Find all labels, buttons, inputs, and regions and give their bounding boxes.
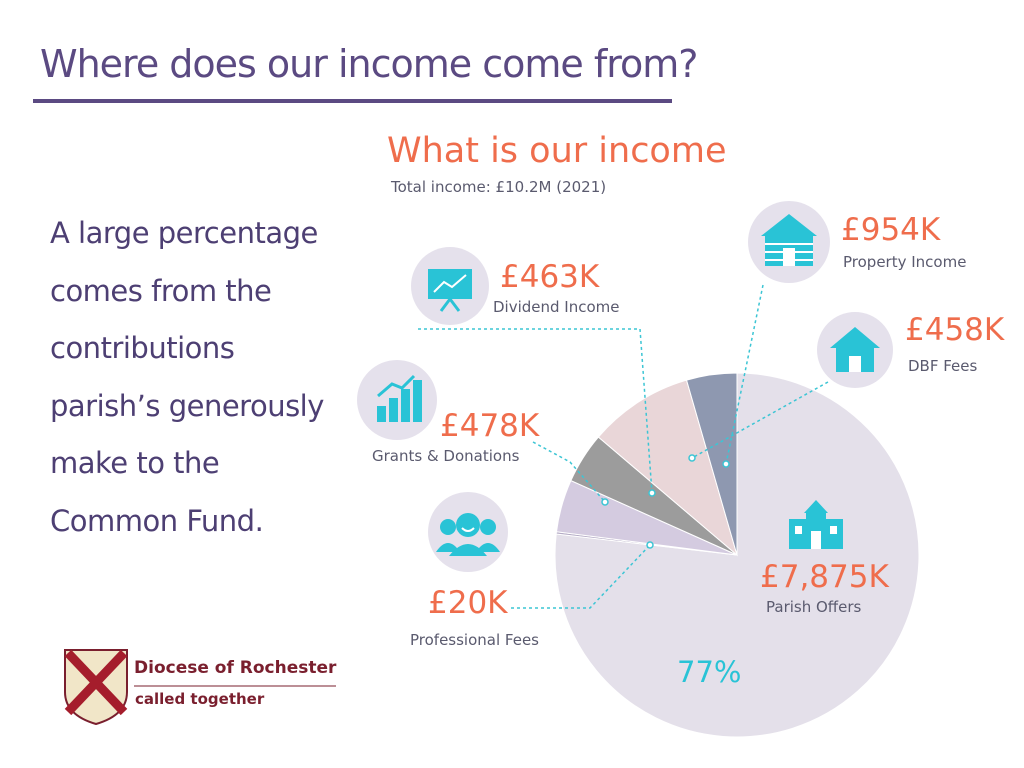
chart-title: What is our income	[387, 131, 727, 171]
dbf-fees-label: DBF Fees	[908, 357, 978, 375]
people-icon	[428, 492, 508, 572]
grants-donations-label: Grants & Donations	[372, 447, 520, 465]
logo-line2: called together	[135, 690, 265, 708]
parish-offers-percent: 77%	[677, 655, 742, 689]
dividend-income-amount: £463K	[500, 259, 600, 295]
dividend-income-label: Dividend Income	[493, 298, 620, 316]
parish-offers-label: Parish Offers	[766, 598, 862, 616]
logo-line1: Diocese of Rochester	[134, 658, 337, 678]
property-income-label: Property Income	[843, 253, 967, 271]
house-icon	[817, 312, 893, 388]
dbf-fees-amount: £458K	[905, 312, 1005, 348]
presentation-icon	[411, 247, 489, 325]
slide-title: Where does our income come from?	[40, 42, 698, 86]
intro-text: A large percentage comes from the contributions parish’s generously make to the Common Fund.	[50, 216, 324, 538]
grants-donations-amount: £478K	[440, 408, 540, 444]
cabin-icon	[748, 201, 830, 283]
professional-fees-label: Professional Fees	[410, 631, 539, 649]
bar-chart-icon	[357, 360, 437, 440]
property-income-amount: £954K	[841, 212, 941, 248]
parish-offers-amount: £7,875K	[760, 559, 889, 595]
professional-fees-amount: £20K	[428, 585, 508, 621]
chart-subtitle: Total income: £10.2M (2021)	[391, 178, 607, 196]
